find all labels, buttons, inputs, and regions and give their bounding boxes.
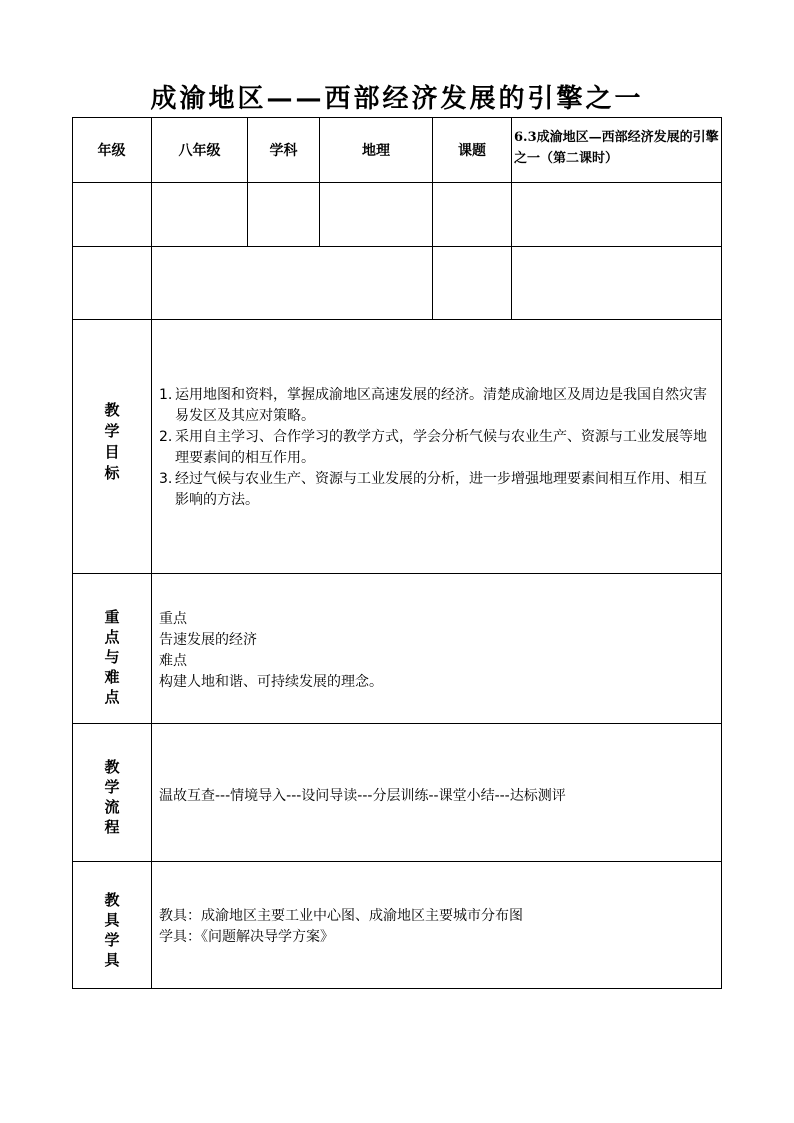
table-rule	[72, 723, 722, 724]
topic-value: 6.3成渝地区—西部经济发展的引擎之一（第二课时）	[514, 130, 719, 166]
table-rule	[72, 861, 722, 862]
table-rule	[511, 117, 512, 319]
grade-value: 八年级	[178, 143, 221, 159]
learning-aids: 学具：《问题解决导学方案》	[159, 929, 334, 945]
process-label: 教学流程	[104, 758, 120, 836]
table-rule	[72, 246, 722, 247]
objective-text: 采用自主学习、合作学习的教学方式，学会分析气候与农业生产、资源与工业发展等地理要素间的相互作用。	[175, 429, 707, 466]
process-text: 温故互查---情境导入---设问导读---分层训练--课堂小结---达标测评	[159, 788, 566, 804]
objectives-label: 教学目标	[104, 401, 120, 482]
table-rule	[72, 573, 722, 574]
objective-number: 3.	[159, 471, 173, 487]
key-points-label: 重点与难点	[104, 608, 120, 706]
objective-number: 1.	[159, 387, 173, 403]
document-title: 成渝地区——西部经济发展的引擎之一	[150, 84, 644, 114]
key-point-text: 告速发展的经济	[159, 632, 257, 648]
teaching-aids: 教具：成渝地区主要工业中心图、成渝地区主要城市分布图	[159, 908, 523, 924]
objective-item	[159, 427, 717, 469]
table-rule	[72, 117, 73, 989]
table-rule	[72, 988, 722, 989]
key-point-heading: 重点	[159, 611, 187, 627]
grade-label: 年级	[97, 143, 126, 159]
objectives-list	[159, 385, 717, 511]
objective-text: 经过气候与农业生产、资源与工业发展的分析，进一步增强地理要素间相互作用、相互影响的方法。	[175, 471, 707, 508]
objective-number: 2.	[159, 429, 173, 445]
subject-value: 地理	[362, 143, 390, 159]
table-rule	[151, 117, 152, 989]
table-rule	[72, 182, 722, 183]
objective-item	[159, 469, 717, 511]
key-points-content	[159, 609, 717, 693]
table-rule	[721, 117, 722, 989]
table-rule	[72, 319, 722, 320]
objective-text: 运用地图和资料，掌握成渝地区高速发展的经济。清楚成渝地区及周边是我国自然灾害易发区及其应对策略。	[175, 387, 707, 424]
difficulty-text: 构建人地和谐、可持续发展的理念。	[159, 674, 383, 690]
materials-label: 教具学具	[104, 891, 120, 969]
objective-item	[159, 385, 717, 427]
difficulty-heading: 难点	[159, 653, 187, 669]
materials-content	[159, 906, 717, 948]
topic-label: 课题	[458, 143, 486, 159]
subject-label: 学科	[269, 143, 298, 159]
